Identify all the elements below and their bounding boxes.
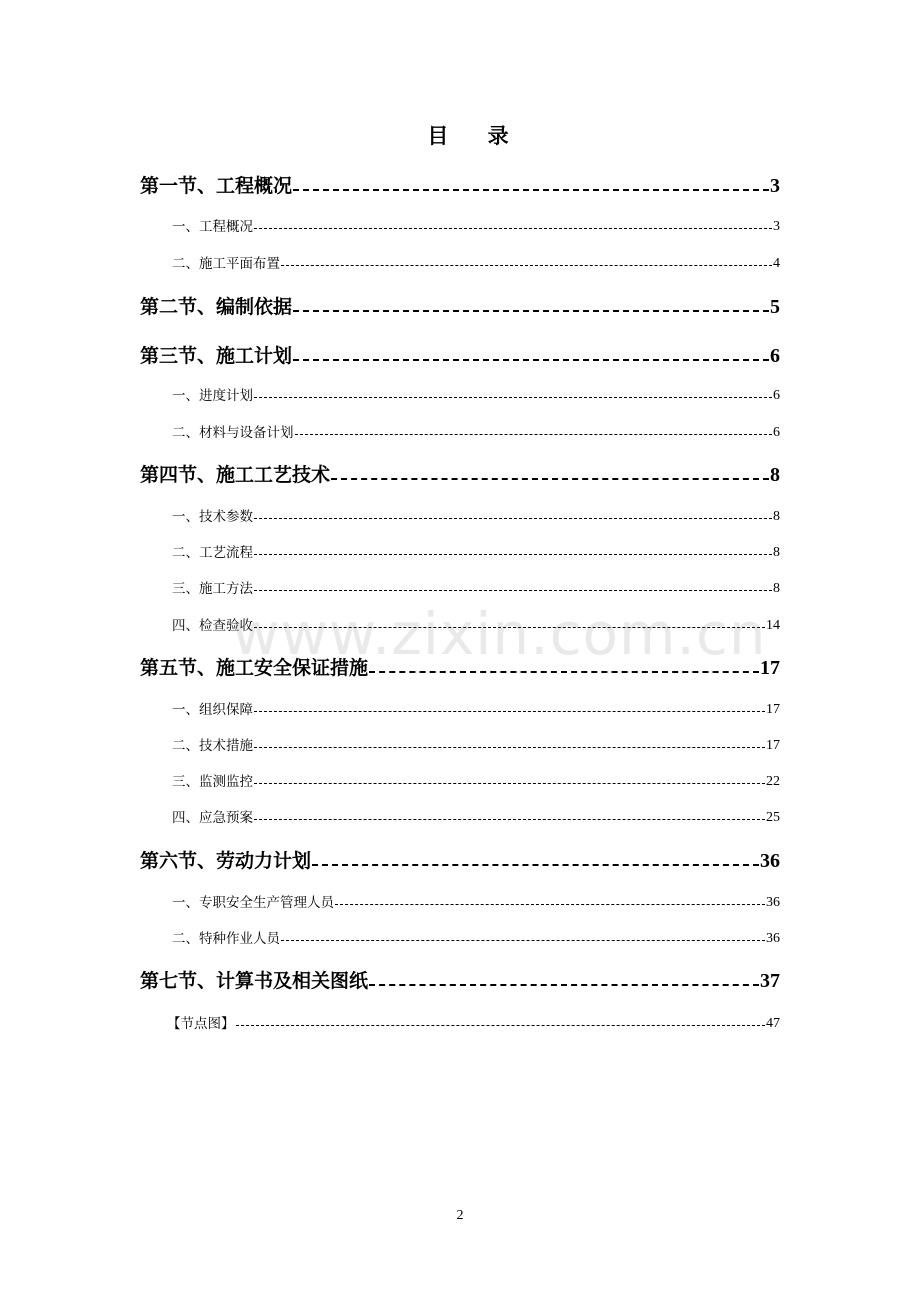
toc-entry-section-1[interactable] xyxy=(140,170,780,198)
dot-leader xyxy=(293,359,769,361)
toc-entry-label: 一、技术参数 xyxy=(172,509,253,525)
dot-leader xyxy=(295,434,773,435)
toc-entry-subsection[interactable] xyxy=(172,698,780,718)
toc-entry-page: 6 xyxy=(770,345,780,367)
dot-leader xyxy=(254,819,765,820)
watermark-text: www.zixin.com.cn xyxy=(232,600,767,668)
dot-leader xyxy=(293,189,769,191)
toc-entry-subsection[interactable] xyxy=(172,806,780,826)
dot-leader xyxy=(254,228,772,229)
toc-entry-subsection[interactable] xyxy=(172,505,780,525)
toc-entry-page: 36 xyxy=(766,895,780,910)
toc-entry-page: 36 xyxy=(760,850,780,872)
toc-entry-page: 4 xyxy=(773,256,780,271)
toc-entry-section-2[interactable] xyxy=(140,291,780,319)
toc-entry-page: 3 xyxy=(770,175,780,197)
dot-leader xyxy=(293,310,769,312)
toc-entry-page: 14 xyxy=(766,618,780,633)
toc-entry-label: 四、应急预案 xyxy=(172,810,253,826)
toc-entry-subsection[interactable] xyxy=(172,577,780,597)
toc-entry-subsection[interactable] xyxy=(167,1012,780,1032)
toc-entry-label: 第三节、施工计划 xyxy=(140,345,293,367)
toc-entry-label: 一、组织保障 xyxy=(172,702,253,718)
dot-leader xyxy=(254,627,765,628)
toc-entry-label: 【节点图】 xyxy=(167,1016,235,1032)
toc-entry-label: 一、工程概况 xyxy=(172,219,253,235)
toc-entry-subsection[interactable] xyxy=(172,891,780,911)
toc-entry-label: 二、工艺流程 xyxy=(172,545,253,561)
dot-leader xyxy=(254,711,765,712)
toc-entry-page: 47 xyxy=(766,1016,780,1031)
toc-entry-label: 第二节、编制依据 xyxy=(140,296,293,318)
dot-leader xyxy=(369,984,759,986)
toc-entry-subsection[interactable] xyxy=(172,541,780,561)
toc-entry-page: 25 xyxy=(766,810,780,825)
toc-entry-page: 17 xyxy=(760,657,780,679)
toc-entry-subsection[interactable] xyxy=(172,421,780,441)
toc-entry-page: 6 xyxy=(773,425,780,440)
toc-entry-page: 17 xyxy=(766,738,780,753)
page-number: 2 xyxy=(456,1208,464,1223)
dot-leader xyxy=(281,940,765,941)
dot-leader xyxy=(254,783,765,784)
toc-entry-label: 一、专职安全生产管理人员 xyxy=(172,895,334,911)
dot-leader xyxy=(312,864,759,866)
toc-entry-page: 5 xyxy=(770,296,780,318)
toc-entry-page: 36 xyxy=(766,931,780,946)
toc-entry-page: 3 xyxy=(773,219,780,234)
dot-leader xyxy=(254,747,765,748)
dot-leader xyxy=(281,265,772,266)
toc-entry-subsection[interactable] xyxy=(172,384,780,404)
dot-leader xyxy=(254,554,772,555)
toc-entry-label: 三、监测监控 xyxy=(172,774,253,790)
toc-entry-label: 第五节、施工安全保证措施 xyxy=(140,657,369,679)
toc-entry-section-7[interactable] xyxy=(140,965,780,993)
toc-entry-label: 二、施工平面布置 xyxy=(172,256,280,272)
toc-entry-page: 6 xyxy=(773,388,780,403)
dot-leader xyxy=(254,518,772,519)
toc-entry-section-3[interactable] xyxy=(140,340,780,368)
toc-entry-section-4[interactable] xyxy=(140,459,780,487)
dot-leader xyxy=(254,590,772,591)
toc-entry-page: 8 xyxy=(770,464,780,486)
dot-leader xyxy=(331,478,769,480)
toc-title: 目 录 xyxy=(427,124,525,148)
toc-entry-label: 第四节、施工工艺技术 xyxy=(140,464,331,486)
toc-entry-subsection[interactable] xyxy=(172,734,780,754)
toc-entry-page: 22 xyxy=(766,774,780,789)
toc-entry-page: 8 xyxy=(773,509,780,524)
toc-entry-label: 第六节、劳动力计划 xyxy=(140,850,312,872)
toc-entry-label: 二、技术措施 xyxy=(172,738,253,754)
toc-entry-subsection[interactable] xyxy=(172,215,780,235)
toc-entry-label: 第七节、计算书及相关图纸 xyxy=(140,970,369,992)
toc-entry-label: 四、检查验收 xyxy=(172,618,253,634)
toc-entry-subsection[interactable] xyxy=(172,770,780,790)
toc-entry-page: 8 xyxy=(773,545,780,560)
toc-entry-subsection[interactable] xyxy=(172,614,780,634)
dot-leader xyxy=(369,671,759,673)
dot-leader xyxy=(335,904,765,905)
toc-entry-section-5[interactable] xyxy=(140,652,780,680)
toc-entry-label: 二、材料与设备计划 xyxy=(172,425,294,441)
toc-entry-label: 二、特种作业人员 xyxy=(172,931,280,947)
toc-entry-label: 三、施工方法 xyxy=(172,581,253,597)
toc-entry-subsection[interactable] xyxy=(172,252,780,272)
toc-entry-label: 第一节、工程概况 xyxy=(140,175,293,197)
toc-entry-page: 8 xyxy=(773,581,780,596)
toc-entry-label: 一、进度计划 xyxy=(172,388,253,404)
toc-entry-page: 17 xyxy=(766,702,780,717)
dot-leader xyxy=(254,397,772,398)
toc-entry-page: 37 xyxy=(760,970,780,992)
dot-leader xyxy=(236,1025,766,1026)
toc-entry-section-6[interactable] xyxy=(140,845,780,873)
toc-entry-subsection[interactable] xyxy=(172,927,780,947)
